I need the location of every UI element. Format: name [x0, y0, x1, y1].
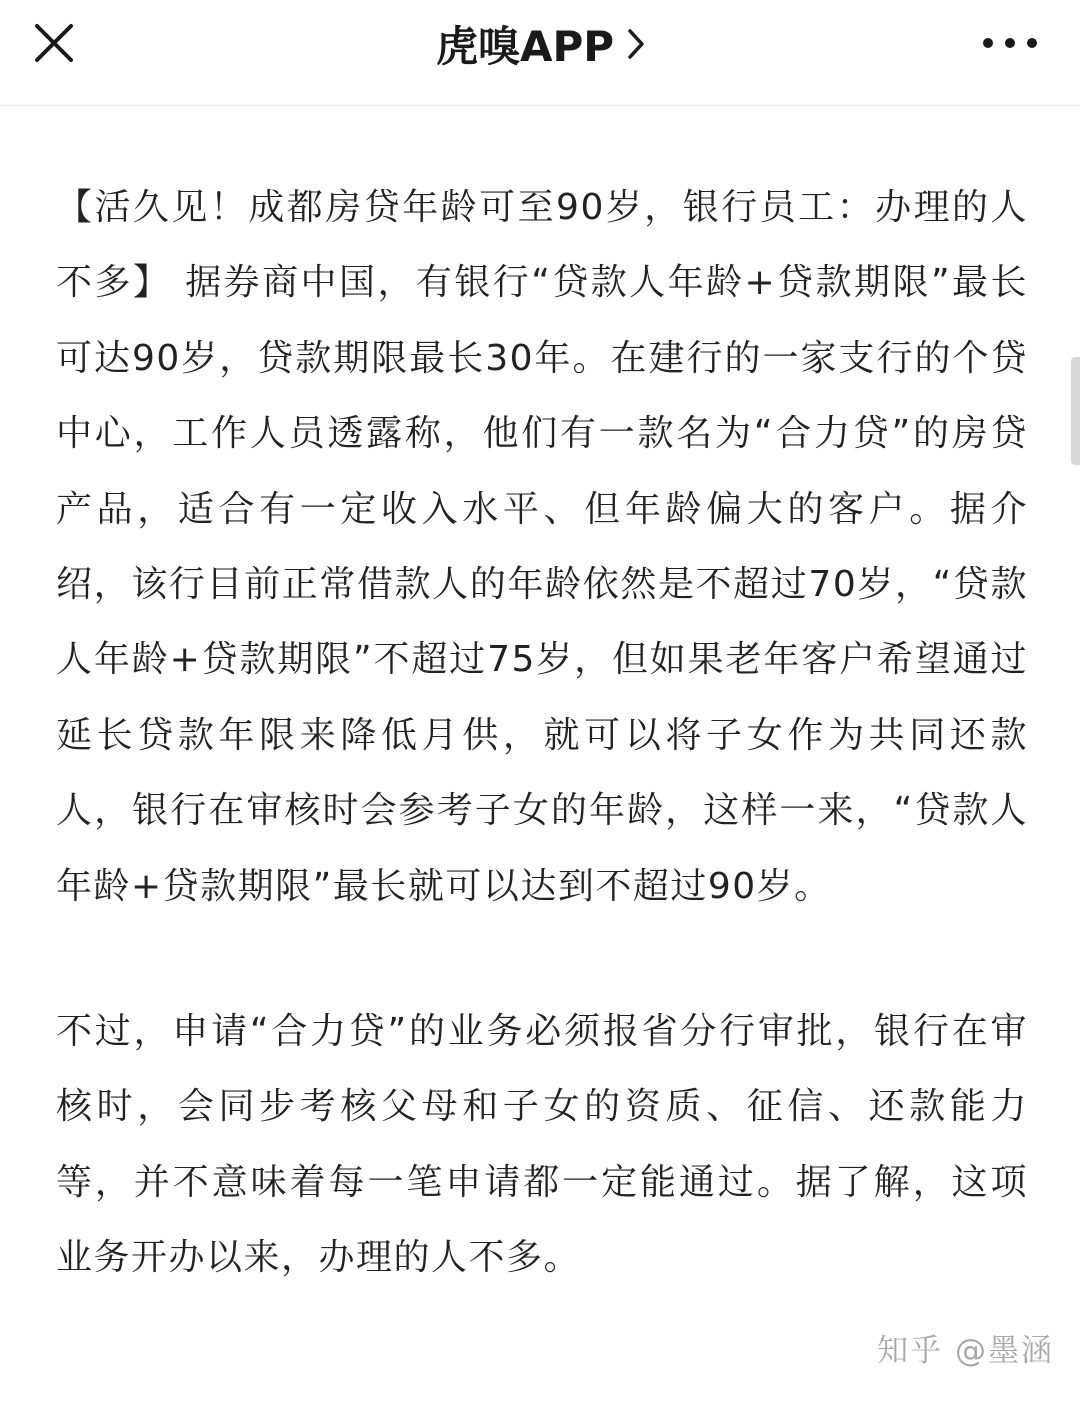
nav-bar: [0, 0, 1080, 106]
chevron-right-icon: [628, 29, 644, 59]
article-paragraph-1: 【活久见！成都房贷年龄可至90岁，银行员工：办理的人不多】 据券商中国，有银行“贷款人年龄+贷款期限”最长可达90岁，贷款期限最长30年。在建行的一家支行的个贷中心，工作人员透露称，他们有一款名为“合力贷”的房贷产品，适合有一定收入水平、但年龄偏大的客户。据介绍，该行目前正常借款人的年龄依然是不超过70岁，“贷款人年龄+贷款期限”不超过75岁，但如果老年客户希望通过延长贷款年限来降低月供，就可以将子女作为共同还款人，银行在审核时会参考子女的年龄，这样一来，“贷款人年龄+贷款期限”最长就可以达到不超过90岁。: [56, 187, 1028, 907]
page-title: 虎嗅APP: [435, 22, 615, 71]
more-icon: [982, 37, 1038, 49]
scroll-indicator[interactable]: [1071, 357, 1080, 465]
article-paragraph-2: 不过，申请“合力贷”的业务必须报省分行审批，银行在审核时，会同步考核父母和子女的资质、征信、还款能力等，并不意味着每一笔申请都一定能通过。据了解，这项业务开办以来，办理的人不多。: [56, 1011, 1028, 1279]
watermark: 知乎 @墨涵: [877, 1333, 1054, 1369]
article-body: [56, 170, 1028, 1296]
more-button[interactable]: [974, 11, 1046, 75]
account-title-link[interactable]: [0, 12, 1080, 76]
